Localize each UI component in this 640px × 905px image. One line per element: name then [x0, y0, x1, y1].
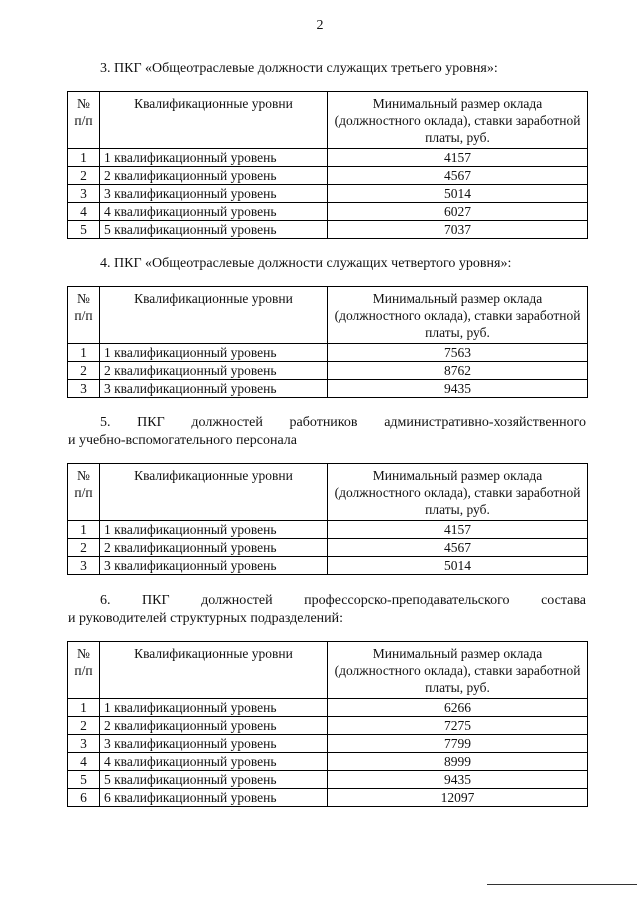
table-header-row [68, 92, 588, 149]
row-level: 4 квалификационный уровень [100, 753, 328, 771]
row-num: 2 [68, 362, 100, 380]
row-salary: 6266 [328, 699, 588, 717]
row-level: 6 квалификационный уровень [100, 789, 328, 807]
heading-word: состава [541, 593, 586, 608]
table-row [68, 789, 588, 807]
row-salary: 7275 [328, 717, 588, 735]
header-num: № п/п [68, 464, 100, 521]
header-num: № п/п [68, 642, 100, 699]
table-header-row [68, 287, 588, 344]
page-number: 2 [316, 18, 324, 33]
row-level: 1 квалификационный уровень [100, 149, 328, 167]
row-level: 3 квалификационный уровень [100, 735, 328, 753]
row-salary: 9435 [328, 771, 588, 789]
footer-divider [487, 884, 637, 885]
row-level: 5 квалификационный уровень [100, 221, 328, 239]
row-salary: 7799 [328, 735, 588, 753]
row-salary: 4567 [328, 167, 588, 185]
table-row [68, 344, 588, 362]
section-5-table [67, 463, 588, 575]
row-num: 3 [68, 735, 100, 753]
row-level: 3 квалификационный уровень [100, 185, 328, 203]
row-num: 2 [68, 167, 100, 185]
row-num: 1 [68, 344, 100, 362]
section-6-heading [68, 592, 586, 628]
header-salary: Минимальный размер оклада (должностного оклада), ставки заработной платы, руб. [328, 287, 588, 344]
row-num: 1 [68, 521, 100, 539]
table-row [68, 185, 588, 203]
heading-word: должностей [201, 593, 273, 608]
row-num: 1 [68, 699, 100, 717]
section-5-heading [68, 414, 586, 450]
table-row [68, 203, 588, 221]
section-6-table [67, 641, 588, 807]
row-level: 3 квалификационный уровень [100, 557, 328, 575]
row-level: 2 квалификационный уровень [100, 167, 328, 185]
table-row [68, 521, 588, 539]
row-level: 3 квалификационный уровень [100, 380, 328, 398]
heading-word: 5. [100, 415, 111, 430]
heading-word: профессорско-преподавательского [304, 593, 510, 608]
section-4-table [67, 286, 588, 398]
row-salary: 8999 [328, 753, 588, 771]
row-salary: 12097 [328, 789, 588, 807]
row-salary: 7563 [328, 344, 588, 362]
row-level: 2 квалификационный уровень [100, 717, 328, 735]
header-level: Квалификационные уровни [100, 287, 328, 344]
row-salary: 6027 [328, 203, 588, 221]
table-header-row [68, 642, 588, 699]
header-salary: Минимальный размер оклада (должностного оклада), ставки заработной платы, руб. [328, 464, 588, 521]
row-level: 4 квалификационный уровень [100, 203, 328, 221]
row-level: 5 квалификационный уровень [100, 771, 328, 789]
section-4-heading: 4. ПКГ «Общеотраслевые должности служащих четвертого уровня»: [100, 256, 512, 271]
row-num: 2 [68, 717, 100, 735]
table-row [68, 735, 588, 753]
table-row [68, 380, 588, 398]
header-level: Квалификационные уровни [100, 92, 328, 149]
heading-word: должностей [191, 415, 263, 430]
row-num: 5 [68, 221, 100, 239]
table-row [68, 149, 588, 167]
heading-word: административно-хозяйственного [384, 415, 586, 430]
row-level: 2 квалификационный уровень [100, 539, 328, 557]
header-num: № п/п [68, 92, 100, 149]
row-salary: 7037 [328, 221, 588, 239]
row-level: 1 квалификационный уровень [100, 521, 328, 539]
section-3-table [67, 91, 588, 239]
row-salary: 4157 [328, 149, 588, 167]
row-num: 2 [68, 539, 100, 557]
table-row [68, 753, 588, 771]
heading-word: 6. [100, 593, 111, 608]
header-level: Квалификационные уровни [100, 642, 328, 699]
table-row [68, 539, 588, 557]
table-row [68, 362, 588, 380]
row-num: 3 [68, 557, 100, 575]
table-row [68, 557, 588, 575]
header-num: № п/п [68, 287, 100, 344]
row-num: 3 [68, 185, 100, 203]
heading-word: ПКГ [142, 593, 170, 608]
row-num: 1 [68, 149, 100, 167]
row-salary: 4157 [328, 521, 588, 539]
heading-line2: и учебно-вспомогательного персонала [68, 433, 297, 448]
section-3-heading: 3. ПКГ «Общеотраслевые должности служащих третьего уровня»: [100, 61, 498, 76]
row-level: 1 квалификационный уровень [100, 344, 328, 362]
heading-word: ПКГ [137, 415, 165, 430]
table-header-row [68, 464, 588, 521]
row-num: 5 [68, 771, 100, 789]
row-salary: 8762 [328, 362, 588, 380]
row-num: 4 [68, 753, 100, 771]
heading-line2: и руководителей структурных подразделений: [68, 611, 344, 626]
table-row [68, 699, 588, 717]
row-salary: 5014 [328, 557, 588, 575]
row-level: 2 квалификационный уровень [100, 362, 328, 380]
header-level: Квалификационные уровни [100, 464, 328, 521]
row-salary: 9435 [328, 380, 588, 398]
table-row [68, 717, 588, 735]
table-row [68, 167, 588, 185]
table-row [68, 771, 588, 789]
row-level: 1 квалификационный уровень [100, 699, 328, 717]
row-salary: 5014 [328, 185, 588, 203]
row-num: 4 [68, 203, 100, 221]
header-salary: Минимальный размер оклада (должностного оклада), ставки заработной платы, руб. [328, 92, 588, 149]
header-salary: Минимальный размер оклада (должностного оклада), ставки заработной платы, руб. [328, 642, 588, 699]
heading-word: работников [289, 415, 358, 430]
table-row [68, 221, 588, 239]
row-salary: 4567 [328, 539, 588, 557]
row-num: 6 [68, 789, 100, 807]
row-num: 3 [68, 380, 100, 398]
